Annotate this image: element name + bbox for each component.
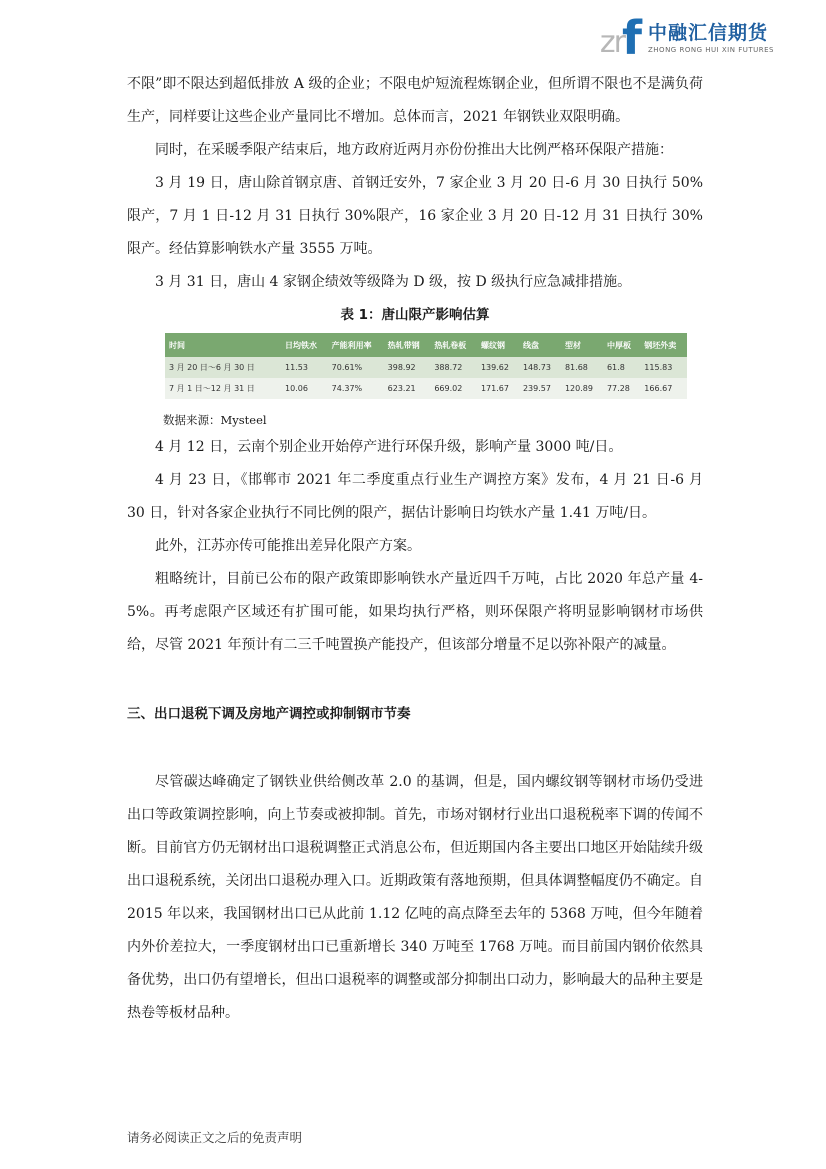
paragraph: 4 月 23 日，《邯郸市 2021 年二季度重点行业生产调控方案》发布，4 月 21 日-6 月 30 日，针对各家企业执行不同比例的限产，据估计影响日均铁水产量 1.41 万吨/日。 [127,472,703,521]
paragraph: 同时，在采暖季限产结束后，地方政府近两月亦份份推出大比例严格环保限产措施： [155,142,673,158]
column-header: 时间 [165,333,281,357]
table-cell: 171.67 [477,378,519,399]
table-cell: 669.02 [430,378,477,399]
logo-f: f [621,11,642,65]
logo-mark [599,11,642,65]
table-cell: 166.67 [640,378,687,399]
table-cell: 120.89 [561,378,603,399]
column-header: 中厚板 [603,333,640,357]
table-cell: 61.8 [603,357,640,378]
logo-company-name: 中融汇信期货 [648,22,769,44]
logo-text [648,22,774,54]
table-cell: 74.37% [328,378,384,399]
table-title: 表 1：唐山限产影响估算 [340,307,490,323]
column-header: 热轧卷板 [430,333,477,357]
table-cell: 3 月 20 日～6 月 30 日 [165,357,281,378]
document-body [127,68,703,1030]
column-header: 线盘 [519,333,561,357]
table-cell: 115.83 [640,357,687,378]
paragraph: 4 月 12 日，云南个别企业开始停产进行环保升级，影响产量 3000 吨/日。 [155,439,623,455]
logo-company-name-en: ZHONG RONG HUI XIN FUTURES [648,46,774,54]
section-heading: 三、出口退税下调及房地产调控或抑制钢市节奏 [127,706,411,722]
logo-zr: zr [599,25,624,60]
data-table [165,333,687,399]
paragraph: 此外，江苏亦传可能推出差异化限产方案。 [155,538,421,554]
table-cell: 388.72 [430,357,477,378]
column-header: 钢坯外卖 [640,333,687,357]
table-cell: 10.06 [281,378,328,399]
table-cell: 139.62 [477,357,519,378]
table-cell: 398.92 [384,357,431,378]
company-logo [599,11,774,65]
table-cell: 7 月 1 日～12 月 31 日 [165,378,281,399]
table-cell: 81.68 [561,357,603,378]
table-row [165,378,687,399]
table-cell: 11.53 [281,357,328,378]
paragraph: 3 月 19 日，唐山除首钢京唐、首钢迁安外，7 家企业 3 月 20 日-6 月 30 日执行 50%限产，7 月 1 日-12 月 31 日执行 30%限产，16 家企业 3 月 20 日-12 月 31 日执行 30%限产。经估算影响铁水产量 3555 万吨。 [127,175,703,257]
paragraph: 3 月 31 日，唐山 4 家钢企绩效等级降为 D 级，按 D 级执行应急减排措施。 [155,274,632,290]
table-cell: 239.57 [519,378,561,399]
table-source-note: 数据来源：Mysteel [163,413,267,427]
column-header: 热轧带钢 [384,333,431,357]
column-header: 日均铁水 [281,333,328,357]
table-row [165,357,687,378]
paragraph: 粗略统计，目前已公布的限产政策即影响铁水产量近四千万吨，占比 2020 年总产量 4-5%。再考虑限产区域还有扩围可能，如果均执行严格，则环保限产将明显影响钢材市场供给，尽管 2021 年预计有二三千吨置换产能投产，但该部分增量不足以弥补限产的减量。 [127,571,703,653]
column-header: 产能利用率 [328,333,384,357]
table-cell: 70.61% [328,357,384,378]
disclaimer-footer: 请务必阅读正文之后的免责声明 [127,1130,303,1145]
table-cell: 148.73 [519,357,561,378]
paragraph: 不限”即不限达到超低排放 A 级的企业；不限电炉短流程炼钢企业，但所谓不限也不是满负荷生产，同样要让这些企业产量同比不增加。总体而言，2021 年钢铁业双限明确。 [127,76,703,125]
column-header: 型材 [561,333,603,357]
table-cell: 623.21 [384,378,431,399]
table-cell: 77.28 [603,378,640,399]
table-header-row [165,333,687,357]
column-header: 螺纹钢 [477,333,519,357]
paragraph: 尽管碳达峰确定了钢铁业供给侧改革 2.0 的基调，但是，国内螺纹钢等钢材市场仍受进出口等政策调控影响，向上节奏或被抑制。首先，市场对钢材行业出口退税税率下调的传闻不断。目前官方仍无钢材出口退税调整正式消息公布，但近期国内各主要出口地区开始陆续升级出口退税系统，关闭出口退税办理入口。近期政策有落地预期，但具体调整幅度仍不确定。自 2015 年以来，我国钢材出口已从此前 1.12 亿吨的高点降至去年的 5368 万吨，但今年随着内外价差拉大，一季度钢材出口已重新增长 340 万吨至 1768 万吨。而目前国内钢价依然具备优势，出口仍有望增长，但出口退税率的调整或部分抑制出口动力，影响最大的品种主要是热卷等板材品种。 [127,774,703,1021]
